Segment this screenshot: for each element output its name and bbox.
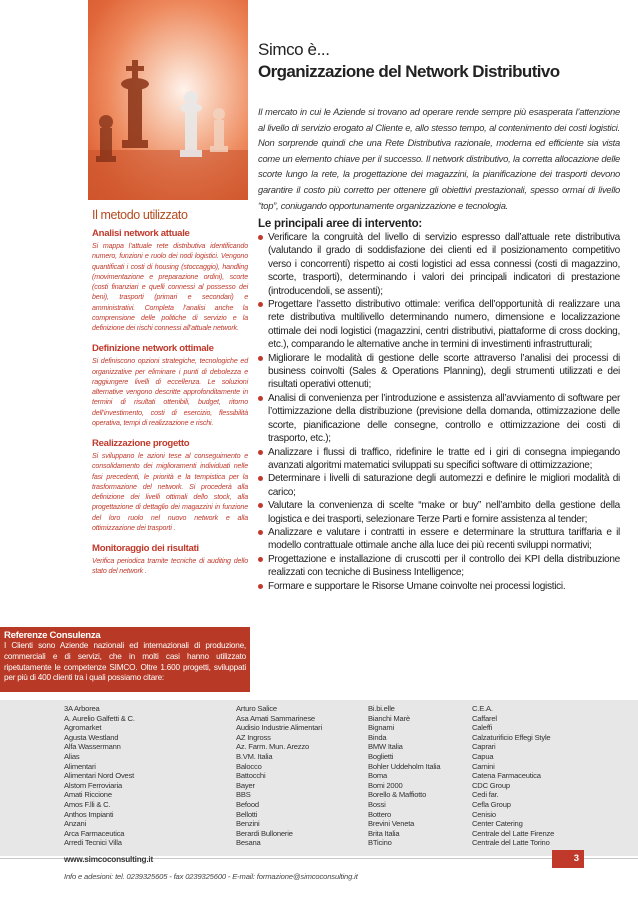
list-item: Migliorare le modalità di gestione delle scorte attraverso l’analisi dei processi di business coinvolti (Sales & Operations Planning), degli strumenti utilizzati e dei risultati operativi ottenuti; <box>258 352 620 392</box>
client-name: Caprari <box>472 742 496 752</box>
clients-band <box>0 700 638 856</box>
client-name: Alfa Wassermann <box>64 742 121 752</box>
chess-pieces-illustration <box>88 0 248 200</box>
client-name: Centrale del Latte Firenze <box>472 828 555 838</box>
client-name: Carnini <box>472 761 495 771</box>
client-name: Caleffi <box>472 723 492 733</box>
clients-column-2 <box>236 704 322 848</box>
client-name: Centrale del Latte Torino <box>472 838 550 848</box>
page-number: 3 <box>552 850 584 868</box>
client-name: Az. Farm. Mun. Arezzo <box>236 742 310 752</box>
client-name: Alias <box>64 751 80 761</box>
method-text-realizzazione: Si sviluppano le azioni tese al conseguimento e consolidamento dei miglioramenti individuati nelle fasi precedenti, le priorità e la tempistica per la trasformazione del network. Si procederà alla definizione dei livelli ottimali dello stock, alla progettazione di dettaglio dei magazzini in funzione del loro ruolo nel nuovo network e alla ottimizzazione dei trasporti . <box>92 452 248 532</box>
client-name: Befood <box>236 799 259 809</box>
client-name: Agusta Westland <box>64 732 119 742</box>
client-name: Cefla Group <box>472 799 511 809</box>
method-heading-monitoraggio: Monitoraggio dei risultati <box>92 543 199 554</box>
list-item: Progettazione e installazione di cruscotti per il controllo dei KPI della distribuzione realizzati con tecniche di Business Intelligence; <box>258 553 620 580</box>
client-name: Bossi <box>368 799 386 809</box>
client-name: Bi.bi.elle <box>368 704 395 713</box>
client-name: Battocchi <box>236 771 266 781</box>
client-name: Bottero <box>368 809 392 819</box>
method-text-analisi: Si mappa l’attuale rete distributiva identificando numero, funzioni e ruolo dei nodi logistici. Vengono quantificati i costi di housing (stoccaggio), handling (movimentazione e preparazione ordini), scorte (costi finanziari e quelli connessi al possesso dei beni), trasporti (primari e secondari) e amministrativi. Completa l’analisi anche la comprensione delle politiche di servizio e la definizione dei rischi connessi all’attuale network. <box>92 242 248 332</box>
client-name: Capua <box>472 751 494 761</box>
method-title: Il metodo utilizzato <box>92 208 188 222</box>
aree-column <box>258 218 620 593</box>
list-item: Analizzare e valutare i contratti in essere e determinare la struttura tariffaria e il modello contrattuale ottimale anche alla luce dei più recenti sviluppi normativi; <box>258 526 620 553</box>
client-name: Benzini <box>236 819 260 829</box>
list-item: Analisi di convenienza per l’introduzione e assistenza all’avviamento di software per l’ottimizzazione della distribuzione (previsione della domanda, ottimizzazione delle scorte, pianificazione delle consegne, controllo e ottimizzazione dei costi di trasporto, etc.); <box>258 392 620 446</box>
list-item: Progettare l’assetto distributivo ottimale: verifica dell’opportunità di realizzare una rete distributiva multilivello determinando numero, dimensione e localizzazione ottimale dei nodi logistici (magazzini, centri distributivi, piattaforme di cross docking, etc.), comparando le alternative anche in termini di investimenti infrastrutturali; <box>258 298 620 352</box>
list-item: Analizzare i flussi di traffico, ridefinire le tratte ed i giri di consegna impiegando avanzati algoritmi matematici sviluppati su specifici software di ottimizzazione; <box>258 446 620 473</box>
method-heading-realizzazione: Realizzazione progetto <box>92 438 190 449</box>
client-name: BMW Italia <box>368 742 403 752</box>
page-heading <box>258 40 618 82</box>
client-name: Besana <box>236 838 261 848</box>
clients-column-3 <box>368 704 440 848</box>
client-name: B.VM. Italia <box>236 751 273 761</box>
heading-line1: Simco è... <box>258 40 330 59</box>
client-name: AZ Ingross <box>236 732 271 742</box>
references-title: Referenze Consulenza <box>4 630 101 641</box>
list-item: Verificare la congruità del livello di servizio espresso dall’attuale rete distributiva (valutando il grado di soddisfazione dei clienti ed il posizionamento competitivo verso i concorrenti) rispetto ai costi logistici ad essa connessi (costi di magazzino, scorte, trasporti), determinando i valori dei principali indicatori di prestazione (introducendoli, se assenti); <box>258 231 620 298</box>
client-name: 3A Arborea <box>64 704 100 713</box>
client-name: Brevini Veneta <box>368 819 415 829</box>
list-item: Determinare i livelli di saturazione degli automezzi e definire le migliori modalità di carico; <box>258 472 620 499</box>
contact-info: Info e adesioni: tel. 0239325605 - fax 0239325600 - E-mail: formazione@simcoconsulting.it <box>64 872 358 881</box>
client-name: Agromarket <box>64 723 102 733</box>
client-name: Boglietti <box>368 751 394 761</box>
references-text: I Clienti sono Aziende nazionali ed internazionali di produzione, commerciali e di servizi, che in molti casi hanno utilizzato ripetutamente le competenze SIMCO. Oltre 1.600 progetti, sviluppati per più di 400 clienti tra i quali possiamo citare: <box>4 641 246 683</box>
client-name: Anzani <box>64 819 87 829</box>
client-name: Asa Amati Sammarinese <box>236 713 315 723</box>
client-name: Alimentari <box>64 761 96 771</box>
client-name: Brita Italia <box>368 828 400 838</box>
aree-title: Le principali aree di intervento: <box>258 218 423 230</box>
client-name: Bellotti <box>236 809 258 819</box>
intro-paragraph: Il mercato in cui le Aziende si trovano ad operare rende sempre più esasperata l’attenzione al livello di servizio erogato al Cliente e, allo stesso tempo, al contenimento dei costi logistici. Non sorprende quindi che una Rete Distributiva razionale, moderna ed efficiente sia vista come un elemento chiave per il successo. Il network distributivo, la corretta allocazione delle scorte lungo la rete, la progettazione dei magazzini, la pianificazione dei trasporti devono garantire il costo più corretto per ottenere gli obiettivi prestazionali, spesso ormai di livello “top”, coniugando opportunamente organizzazione e tecnologia. <box>258 106 620 211</box>
client-name: Amati Riccione <box>64 790 112 800</box>
client-name: BBS <box>236 790 251 800</box>
aree-list <box>258 231 620 593</box>
client-name: Cenisio <box>472 809 496 819</box>
list-item: Formare e supportare le Risorse Umane coinvolte nei processi logistici. <box>258 580 620 593</box>
heading-title: Organizzazione del Network Distributivo <box>258 62 560 81</box>
client-name: Arca Farmaceutica <box>64 828 125 838</box>
client-name: Bignami <box>368 723 395 733</box>
client-name: CDC Group <box>472 780 510 790</box>
client-name: Boma <box>368 771 388 781</box>
client-name: Binda <box>368 732 387 742</box>
client-name: Alimentari Nord Ovest <box>64 771 135 781</box>
client-name: Bomi 2000 <box>368 780 403 790</box>
client-name: Berardi Bullonerie <box>236 828 293 838</box>
client-name: Borello & Maffiotto <box>368 790 427 800</box>
client-name: Arredi Tecnici Villa <box>64 838 122 848</box>
method-text-monitoraggio: Verifica periodica tramite tecniche di auditing dello stato del network . <box>92 557 248 576</box>
list-item: Valutare la convenienza di scelte “make or buy” nell’ambito della gestione della logistica e dei trasporti, selezionare Terze Parti e fornire assistenza al tender; <box>258 499 620 526</box>
client-name: A. Aurelio Galfetti & C. <box>64 713 135 723</box>
method-text-definizione: Si definiscono opzioni strategiche, tecnologiche ed organizzative per eliminare i punti di debolezza e raggiungere livelli di eccellenza. Le soluzioni alternative vengono descritte approfonditamente in termini di risultati ottenibili, budget, ritorno dell’investimento, costi di esercizio, flessibilità operativa, tempi di realizzazione e rischi. <box>92 357 248 427</box>
client-name: C.E.A. <box>472 704 493 713</box>
client-name: Bayer <box>236 780 255 790</box>
client-name: Calzaturificio Effegi Style <box>472 732 551 742</box>
method-column <box>92 208 248 577</box>
client-name: Anthos Impianti <box>64 809 114 819</box>
method-heading-definizione: Definizione network ottimale <box>92 343 214 355</box>
client-name: Arturo Salice <box>236 704 277 713</box>
client-name: Bianchi Marè <box>368 713 410 723</box>
client-name: Catena Farmaceutica <box>472 771 541 781</box>
client-name: Bohler Uddeholm Italia <box>368 761 441 771</box>
client-name: Amos F.lli & C. <box>64 799 111 809</box>
chess-photo <box>88 0 248 200</box>
method-heading-analisi: Analisi network attuale <box>92 228 190 239</box>
client-name: Audisio Industrie Alimentari <box>236 723 322 733</box>
clients-column-4 <box>472 704 554 848</box>
client-name: BTicino <box>368 838 392 848</box>
client-name: Caffarel <box>472 713 497 723</box>
client-name: Balocco <box>236 761 262 771</box>
client-name: Alstom Ferroviaria <box>64 780 123 790</box>
client-name: Cedi far. <box>472 790 499 800</box>
website-link[interactable]: www.simcoconsulting.it <box>64 855 154 864</box>
client-name: Center Catering <box>472 819 523 829</box>
references-box <box>0 627 250 692</box>
clients-column-1 <box>64 704 135 848</box>
